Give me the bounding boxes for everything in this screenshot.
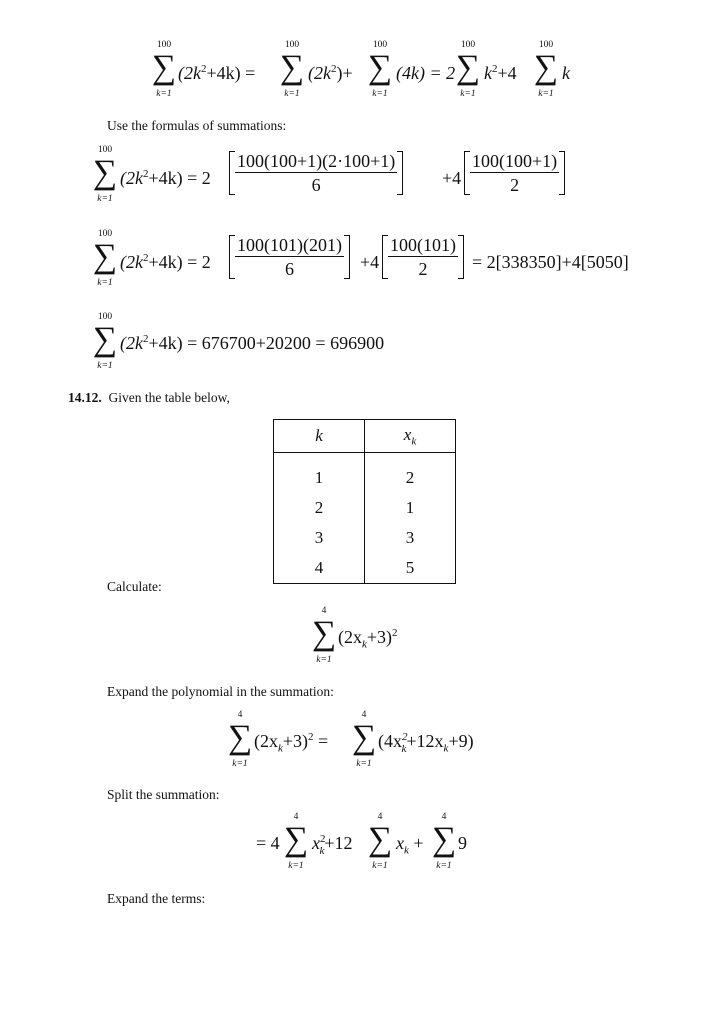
data-table [273, 419, 456, 584]
summation-symbol: 4 ∑ k=1 [228, 710, 253, 769]
problem-heading [68, 390, 230, 406]
summation-symbol: 100 ∑ k=1 [367, 40, 393, 99]
summation-symbol: 100 ∑ k=1 [151, 40, 177, 99]
table-row: 1 2 [274, 463, 455, 493]
equation-1: 100 ∑ k=1 $(2k^2+4k) = 2$ $\frac{100(100+1)(2\cdot 100+1)}{6}$ +4 $\frac{100(100+1)}{2}$ [92, 145, 572, 215]
table-header-xk: $x_k$ [365, 420, 456, 453]
summation-symbol: 100 ∑ k=1 [279, 40, 305, 99]
equation-2: 100 ∑ k=1 $(2k^2+4k) = 2$ $\frac{100(101)(201)}{6}$ +4 $\frac{100(101)}{2}$ = 2[338350]+4[5050] [92, 229, 629, 288]
expand-expression: 4 ∑ k=1 $(2x_k+3)^2$ = 4 ∑ k=1 $(4x^2_k+12x_k+9)$ [228, 710, 474, 769]
equation-3: 100 ∑ k=1 $(2k^2+4k) = 676700+20200 = 696900$ [92, 312, 385, 371]
split-expression: = 4 4 ∑ k=1 $x^2_k+12$ 4 ∑ k=1 $x_k$ + 4 ∑ k=1 9 [256, 812, 467, 871]
summation-symbol: 4 ∑ k=1 [368, 812, 393, 871]
summation-symbol: 4 ∑ k=1 [432, 812, 457, 871]
summation-symbol: 100 ∑ k=1 [92, 312, 118, 371]
expand-terms-label: Expand the terms: [107, 891, 206, 906]
split-label: Split the summation: [107, 787, 220, 802]
expand-poly-label: Expand the polynomial in the summation: [107, 684, 334, 699]
calc-expression: 4 ∑ k=1 $(2x_k+3)^2$ [312, 606, 398, 665]
instruction-text: Use the formulas of summations: [107, 118, 287, 133]
problem-number: 14.12. [68, 390, 102, 405]
summation-symbol: 4 ∑ k=1 [312, 606, 337, 665]
table-row: 4 5 [274, 553, 455, 583]
top-summation-equation: 100 ∑ k=1 $(2k^2+4k)$ = 100 ∑ k=1 $(2k^2)+$ 100 ∑ k=1 (4k) = 2 100 ∑ k=1 $k^2+4$ 100 ∑ k=1 k [151, 40, 570, 99]
table-header-k: k [274, 420, 365, 453]
summation-symbol: 4 ∑ k=1 [284, 812, 309, 871]
calculate-label: Calculate: [107, 579, 162, 594]
summation-symbol: 100 ∑ k=1 [92, 229, 118, 288]
summation-symbol: 4 ∑ k=1 [352, 710, 377, 769]
summation-symbol: 100 ∑ k=1 [92, 145, 118, 204]
table-row: 2 1 [274, 493, 455, 523]
summation-symbol: 100 ∑ k=1 [455, 40, 481, 99]
table-header-row [274, 420, 455, 453]
summation-symbol: 100 ∑ k=1 [533, 40, 559, 99]
table-row: 3 3 [274, 523, 455, 553]
problem-text: Given the table below, [108, 390, 230, 405]
